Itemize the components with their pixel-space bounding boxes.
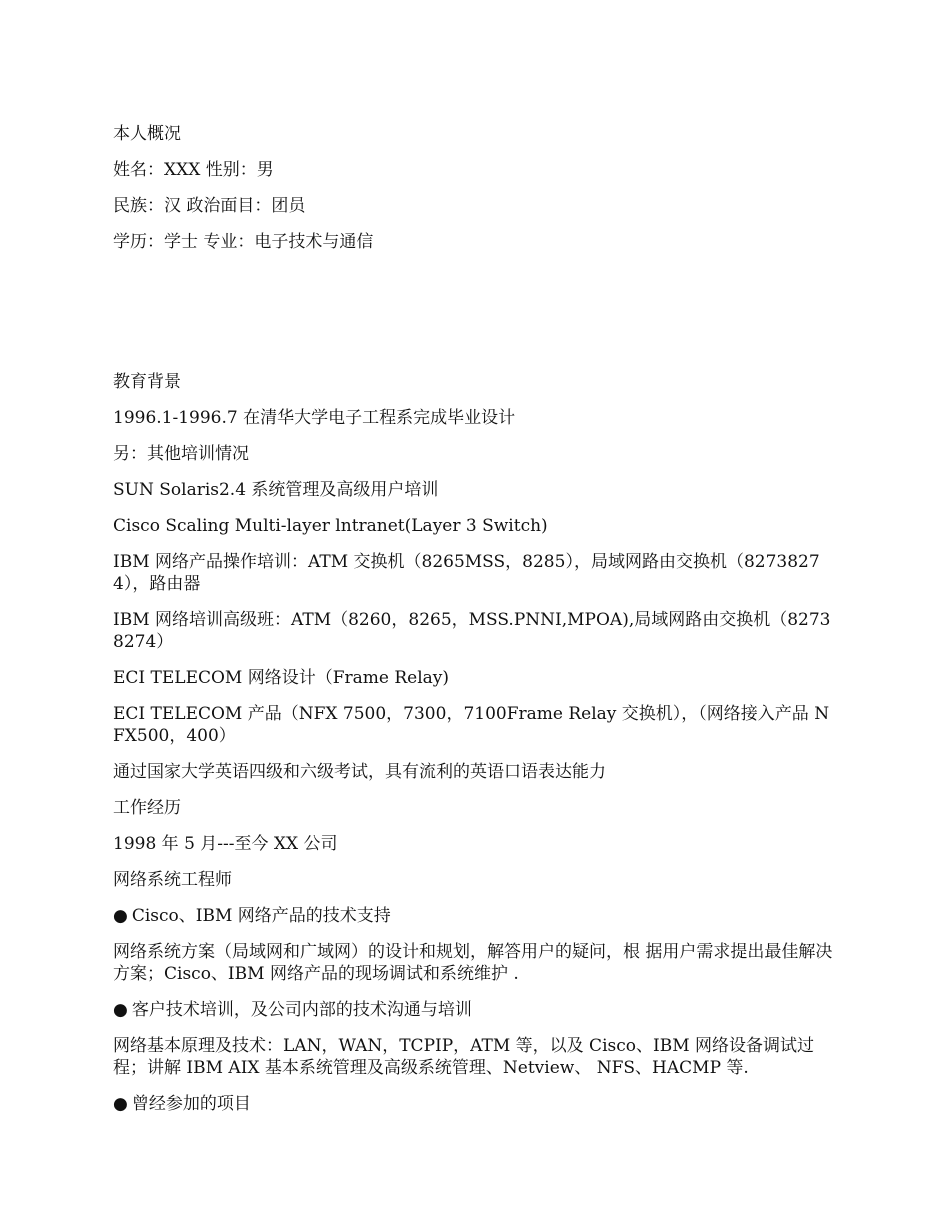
bullet-dot-icon: ● (113, 1094, 128, 1114)
education-item: Cisco Scaling Multi-layer lntranet(Layer 3 Switch) (113, 516, 548, 536)
education-item: 另：其他培训情况 (113, 444, 249, 464)
work-description: 网络系统方案（局域网和广域网）的设计和规划，解答用户的疑问，根 据用户需求提出最佳解决方案；Cisco、IBM 网络产品的现场调试和系统维护 . (113, 942, 833, 984)
education-item: IBM 网络产品操作培训：ATM 交换机（8265MSS，8285），局域网路由交换机（82738274），路由器 (113, 552, 820, 594)
section-heading-work: 工作经历 (113, 798, 181, 818)
work-bullet-item (113, 905, 833, 927)
section-spacer (113, 267, 833, 371)
work-bullet-text: 曾经参加的项目 (131, 1094, 251, 1114)
work-description: 网络基本原理及技术：LAN，WAN，TCPIP，ATM 等，以及 Cisco、IBM 网络设备调试过程；讲解 IBM AIX 基本系统管理及高级系统管理、Netview、 NFS、HACMP 等. (113, 1036, 814, 1078)
profile-degree-major: 学历：学士 专业：电子技术与通信 (113, 232, 374, 252)
education-item: ECI TELECOM 产品（NFX 7500，7300，7100Frame Relay 交换机），（网络接入产品 NFX500，400） (113, 704, 830, 746)
work-bullet-text: 客户技术培训，及公司内部的技术沟通与培训 (131, 1000, 472, 1020)
bullet-dot-icon: ● (113, 906, 128, 926)
education-item: 通过国家大学英语四级和六级考试，具有流利的英语口语表达能力 (113, 762, 606, 782)
education-item: SUN Solaris2.4 系统管理及高级用户培训 (113, 480, 439, 500)
work-bullet-text: Cisco、IBM 网络产品的技术支持 (131, 906, 391, 926)
work-bullet-item (113, 999, 833, 1021)
profile-name-gender: 姓名：XXX 性别：男 (113, 160, 274, 180)
education-item: 1996.1-1996.7 在清华大学电子工程系完成毕业设计 (113, 408, 516, 428)
work-title: 网络系统工程师 (113, 870, 232, 890)
section-heading-profile: 本人概况 (113, 124, 181, 144)
work-bullet-item (113, 1093, 833, 1115)
education-item: ECI TELECOM 网络设计（Frame Relay) (113, 668, 450, 688)
education-item: IBM 网络培训高级班：ATM（8260，8265，MSS.PNNI,MPOA),局域网路由交换机（82738274） (113, 610, 831, 652)
work-period: 1998 年 5 月---至今 XX 公司 (113, 834, 338, 854)
bullet-dot-icon: ● (113, 1000, 128, 1020)
profile-ethnicity-politics: 民族：汉 政治面目：团员 (113, 196, 306, 216)
resume-document (113, 123, 833, 1129)
section-heading-education: 教育背景 (113, 372, 181, 392)
